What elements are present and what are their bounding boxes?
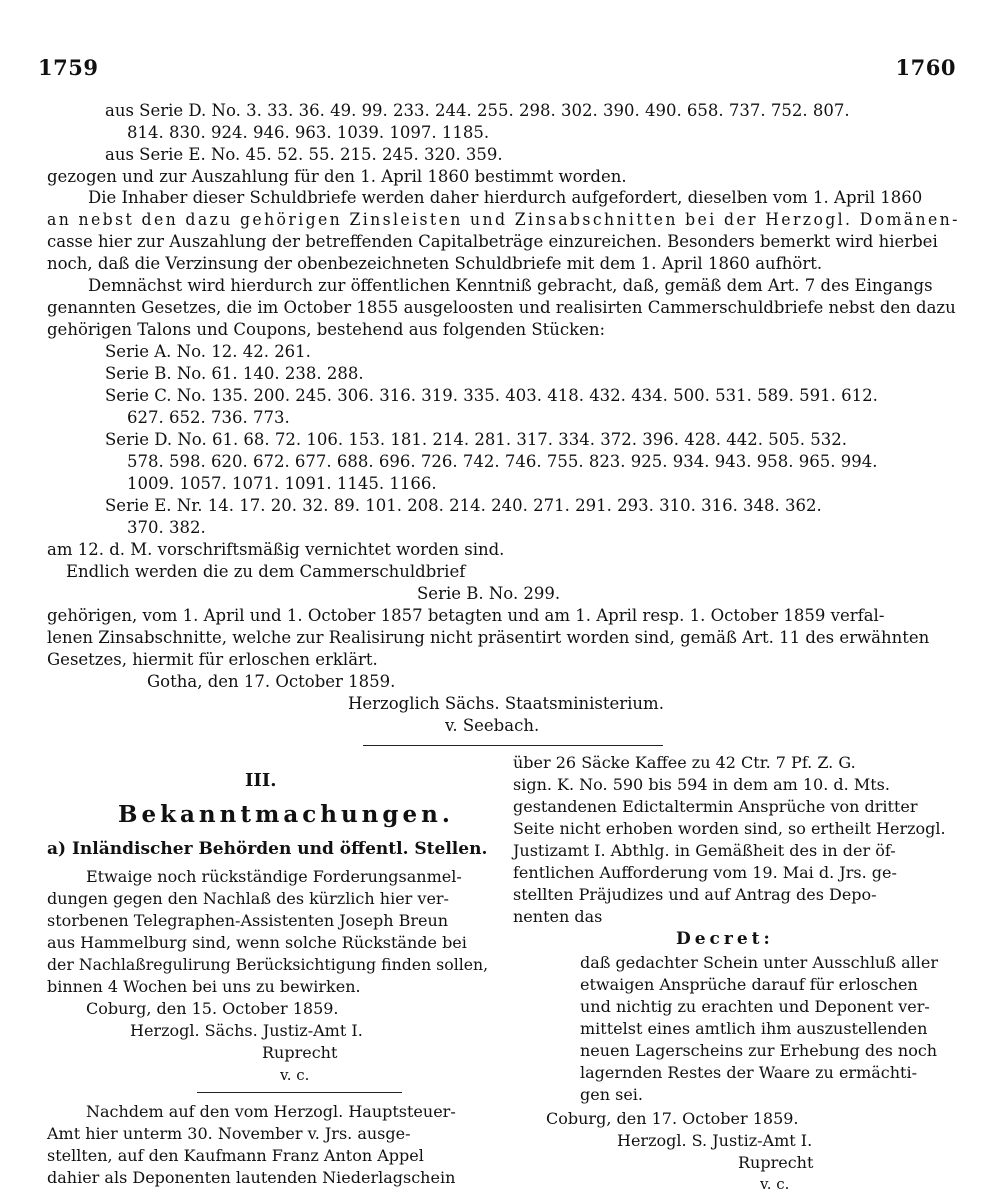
issuer: Herzoglich Sächs. Staatsministerium. xyxy=(348,694,664,713)
text-line: lenen Zinsabschnitte, welche zur Realisirung nicht präsentirt worden sind, gemäß Art. 11 des erwähnten xyxy=(47,628,930,647)
list-item: 627. 652. 736. 773. xyxy=(127,408,290,427)
page-number-left: 1759 xyxy=(38,55,99,80)
place-date: Gotha, den 17. October 1859. xyxy=(147,672,396,691)
text-line: Demnächst wird hierdurch zur öffentlichen Kenntniß gebracht, daß, gemäß dem Art. 7 des Eingangs xyxy=(88,276,933,295)
text-line: am 12. d. M. vorschriftsmäßig vernichtet worden sind. xyxy=(47,540,505,559)
issuer: Herzogl. Sächs. Justiz-Amt I. xyxy=(130,1021,363,1040)
text-line: über 26 Säcke Kaffee zu 42 Ctr. 7 Pf. Z. G. xyxy=(513,753,856,772)
text-line: an nebst den dazu gehörigen Zinsleisten und Zinsabschnitten bei der Herzogl. Domänen- xyxy=(47,210,960,229)
text-line: fentlichen Aufforderung vom 19. Mai d. Jrs. ge- xyxy=(513,863,897,882)
text-line: daß gedachter Schein unter Ausschluß aller xyxy=(580,953,939,972)
signature: Ruprecht xyxy=(738,1153,814,1172)
list-item: Serie E. Nr. 14. 17. 20. 32. 89. 101. 208. 214. 240. 271. 291. 293. 310. 316. 348. 362. xyxy=(105,496,822,515)
text-line: gen sei. xyxy=(580,1085,643,1104)
page-number-right: 1760 xyxy=(895,55,956,80)
section-title: Bekanntmachungen. xyxy=(118,801,454,828)
place-date: Coburg, den 17. October 1859. xyxy=(546,1109,799,1128)
text-line: Justizamt I. Abthlg. in Gemäßheit des in der öf- xyxy=(513,841,896,860)
text-line: genannten Gesetzes, die im October 1855 ausgeloosten und realisirten Cammerschuldbriefe nebst den dazu xyxy=(47,298,956,317)
signature-note: v. c. xyxy=(280,1066,310,1084)
text-line: mittelst eines amtlich ihm auszustellenden xyxy=(580,1019,928,1038)
list-item: Serie C. No. 135. 200. 245. 306. 316. 319. 335. 403. 418. 432. 434. 500. 531. 589. 591. 612. xyxy=(105,386,878,405)
section-divider xyxy=(363,745,663,746)
text-line: Seite nicht erhoben worden sind, so ertheilt Herzogl. xyxy=(513,819,946,838)
text-line: Die Inhaber dieser Schuldbriefe werden daher hierdurch aufgefordert, dieselben vom 1. April 1860 xyxy=(88,188,923,207)
place-date: Coburg, den 15. October 1859. xyxy=(86,999,339,1018)
text-line: neuen Lagerscheins zur Erhebung des noch xyxy=(580,1041,938,1060)
list-item: 578. 598. 620. 672. 677. 688. 696. 726. 742. 746. 755. 823. 925. 934. 943. 958. 965. 994. xyxy=(127,452,878,471)
text-line: Gesetzes, hiermit für erloschen erklärt. xyxy=(47,650,378,669)
text-line: binnen 4 Wochen bei uns zu bewirken. xyxy=(47,977,361,996)
list-item: Serie A. No. 12. 42. 261. xyxy=(105,342,311,361)
text-line: nenten das xyxy=(513,907,603,926)
text-line: Serie B. No. 299. xyxy=(417,584,561,603)
notice-divider xyxy=(197,1092,402,1093)
list-item: Serie D. No. 61. 68. 72. 106. 153. 181. 214. 281. 317. 334. 372. 396. 428. 442. 505. 532. xyxy=(105,430,847,449)
text-line: etwaigen Ansprüche darauf für erloschen xyxy=(580,975,918,994)
list-item: 370. 382. xyxy=(127,518,206,537)
text-line: 814. 830. 924. 946. 963. 1039. 1097. 1185. xyxy=(127,123,490,142)
text-line: stellten, auf den Kaufmann Franz Anton Appel xyxy=(47,1146,424,1165)
text-line: aus Hammelburg sind, wenn solche Rückstände bei xyxy=(47,933,467,952)
text-line: stellten Präjudizes und auf Antrag des Depo- xyxy=(513,885,877,904)
text-line: Nachdem auf den vom Herzogl. Hauptsteuer- xyxy=(86,1102,456,1121)
text-line: gehörigen, vom 1. April und 1. October 1857 betagten und am 1. April resp. 1. October 1859 verfal- xyxy=(47,606,885,625)
text-line: Endlich werden die zu dem Cammerschuldbrief xyxy=(66,562,466,581)
signature-note: v. c. xyxy=(760,1175,790,1193)
text-line: aus Serie E. No. 45. 52. 55. 215. 245. 320. 359. xyxy=(105,145,503,164)
signature: v. Seebach. xyxy=(445,716,540,735)
subsection-title: a) Inländischer Behörden und öffentl. Stellen. xyxy=(47,839,488,859)
section-number: III. xyxy=(245,770,277,791)
signature: Ruprecht xyxy=(262,1043,338,1062)
text-line: lagernden Restes der Waare zu ermächti- xyxy=(580,1063,917,1082)
text-line: Etwaige noch rückständige Forderungsanmel- xyxy=(86,867,462,886)
text-line: und nichtig zu erachten und Deponent ver- xyxy=(580,997,930,1016)
decree-heading: Decret: xyxy=(676,929,774,949)
text-line: aus Serie D. No. 3. 33. 36. 49. 99. 233. 244. 255. 298. 302. 390. 490. 658. 737. 752. 807. xyxy=(105,101,850,120)
list-item: 1009. 1057. 1071. 1091. 1145. 1166. xyxy=(127,474,437,493)
text-line: der Nachlaßregulirung Berücksichtigung finden sollen, xyxy=(47,955,489,974)
text-line: casse hier zur Auszahlung der betreffenden Capitalbeträge einzureichen. Besonders bemerkt wird hierbei xyxy=(47,232,938,251)
text-line: storbenen Telegraphen-Assistenten Joseph Breun xyxy=(47,911,449,930)
text-line: gezogen und zur Auszahlung für den 1. April 1860 bestimmt worden. xyxy=(47,167,627,186)
text-line: dahier als Deponenten lautenden Niederlagschein xyxy=(47,1168,456,1187)
text-line: gehörigen Talons und Coupons, bestehend aus folgenden Stücken: xyxy=(47,320,606,339)
issuer: Herzogl. S. Justiz-Amt I. xyxy=(617,1131,813,1150)
text-line: sign. K. No. 590 bis 594 in dem am 10. d. Mts. xyxy=(513,775,890,794)
list-item: Serie B. No. 61. 140. 238. 288. xyxy=(105,364,364,383)
text-line: dungen gegen den Nachlaß des kürzlich hier ver- xyxy=(47,889,449,908)
text-line: gestandenen Edictaltermin Ansprüche von dritter xyxy=(513,797,918,816)
text-line: Amt hier unterm 30. November v. Jrs. ausge- xyxy=(47,1124,411,1143)
text-line: noch, daß die Verzinsung der obenbezeichneten Schuldbriefe mit dem 1. April 1860 aufhört. xyxy=(47,254,823,273)
